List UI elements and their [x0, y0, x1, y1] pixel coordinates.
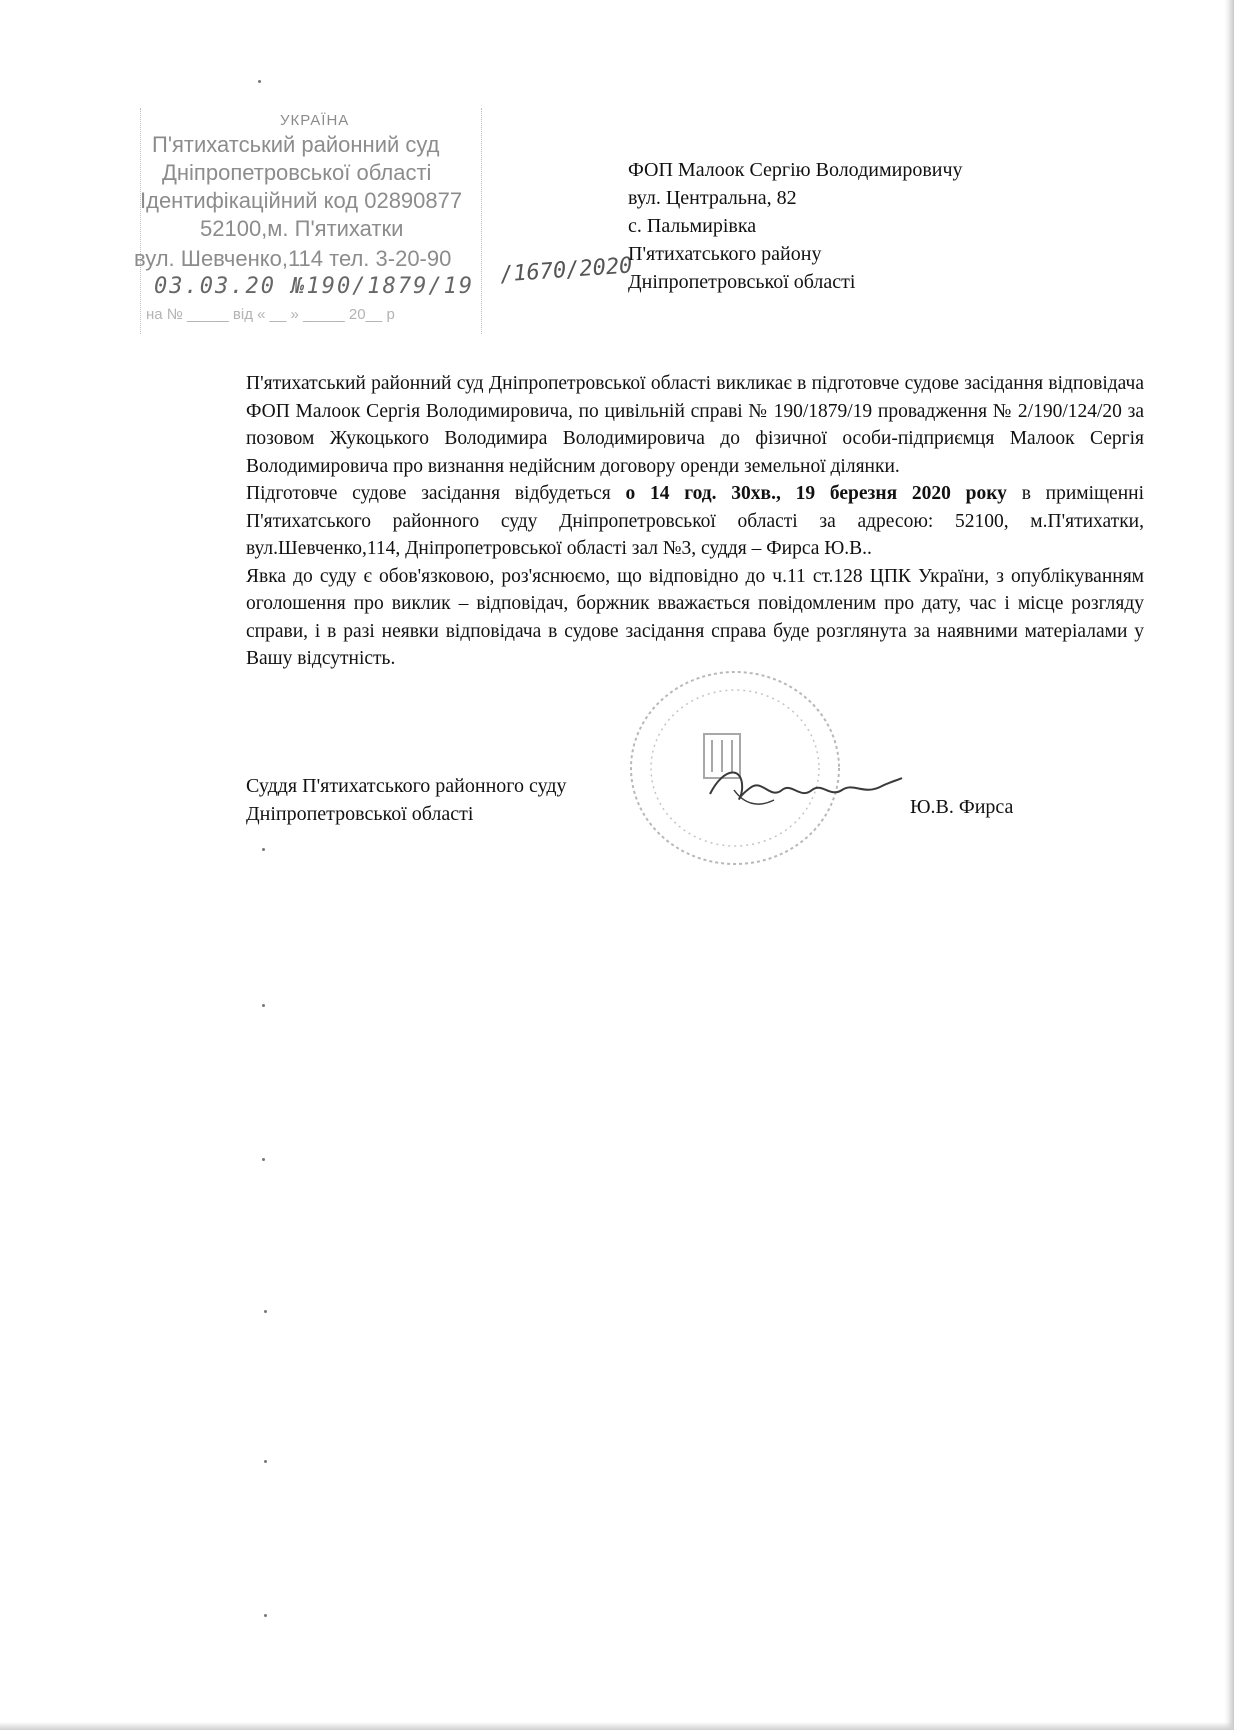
- scan-speck: [262, 1158, 265, 1161]
- stamp-country: УКРАЇНА: [280, 112, 350, 129]
- paragraph-summons-text: П'ятихатський районний суд Дніпропетровської області викликає в підготовче судове засідання відповідача ФОП Малоок Сергія Володимировича, по цивільній справі № 190/1879/19 провадження № 2/190/124/20 за позовом Жукоцького Володимира Володимировича до фізичної особи-підприємця Малоок Сергія Володимировича про визнання недійсним договору оренди земельної ділянки.: [246, 373, 1144, 477]
- scan-speck: [258, 80, 261, 83]
- judge-name: Ю.В. Фирса: [910, 796, 1014, 818]
- recipient-address: [628, 156, 963, 296]
- paragraph-attendance-notice: [246, 563, 1144, 673]
- hearing-datetime: о 14 год. 30хв., 19 березня 2020 року: [625, 483, 1007, 504]
- recipient-district: П'ятихатського району: [628, 243, 822, 265]
- stamp-city: 52100,м. П'ятихатки: [200, 216, 404, 241]
- stamp-registration-number: 03.03.20 №190/1879/19: [154, 274, 475, 299]
- stamp-reference-line: на № _____ від « __ » _____ 20__ р: [146, 306, 395, 323]
- hearing-intro-text: Підготовче судове засідання відбудеться: [246, 483, 626, 504]
- stamp-street: вул. Шевченко,114 тел. 3-20-90: [134, 246, 452, 271]
- page-bottom-shadow: [0, 1722, 1234, 1730]
- scan-speck: [264, 1460, 267, 1463]
- summons-body: [246, 370, 1144, 673]
- court-registration-stamp: [134, 108, 482, 336]
- scan-speck: [264, 1614, 267, 1617]
- stamp-court-line1: П'ятихатський районний суд: [152, 132, 440, 157]
- page-edge-shadow: [1224, 0, 1234, 1730]
- judge-title: [246, 772, 567, 828]
- recipient-region: Дніпропетровської області: [628, 271, 856, 293]
- scan-speck: [262, 848, 265, 851]
- paragraph-hearing-details: [246, 480, 1144, 563]
- judge-signature-image: [704, 760, 904, 820]
- scan-speck: [262, 1004, 265, 1007]
- stamp-id-code: Ідентифікаційний код 02890877: [140, 188, 463, 213]
- stamp-court-line2: Дніпропетровської області: [162, 160, 432, 185]
- judge-title-line1: Суддя П'ятихатського районного суду: [246, 775, 567, 797]
- paragraph-summons: [246, 370, 1144, 480]
- judge-title-line2: Дніпропетровської області: [246, 803, 474, 825]
- scan-speck: [264, 1310, 267, 1313]
- attendance-notice-text: Явка до суду є обов'язковою, роз'яснюємо, що відповідно до ч.11 ст.128 ЦПК України, з опублікуванням оголошення про виклик – відповідач, боржник вважається повідомленим про дату, час і місце розгляду справи, і в разі неявки відповідача в судове засідання справа буде розглянута за наявними матеріалами у Вашу відсутність.: [246, 565, 1144, 669]
- recipient-village: с. Пальмирівка: [628, 215, 757, 237]
- hearing-location-text: в приміщенні П'ятихатського районного суду Дніпропетровської області за адресою: 52100, м.П'ятихатки, вул.Шевченко,114, Дніпропетровської області зал №3, суддя – Фирса Ю.В..: [246, 483, 1145, 559]
- recipient-street: вул. Центральна, 82: [628, 187, 797, 209]
- recipient-name: ФОП Малоок Сергію Володимировичу: [628, 159, 963, 181]
- handwritten-outgoing-number: /1670/2020: [499, 253, 634, 288]
